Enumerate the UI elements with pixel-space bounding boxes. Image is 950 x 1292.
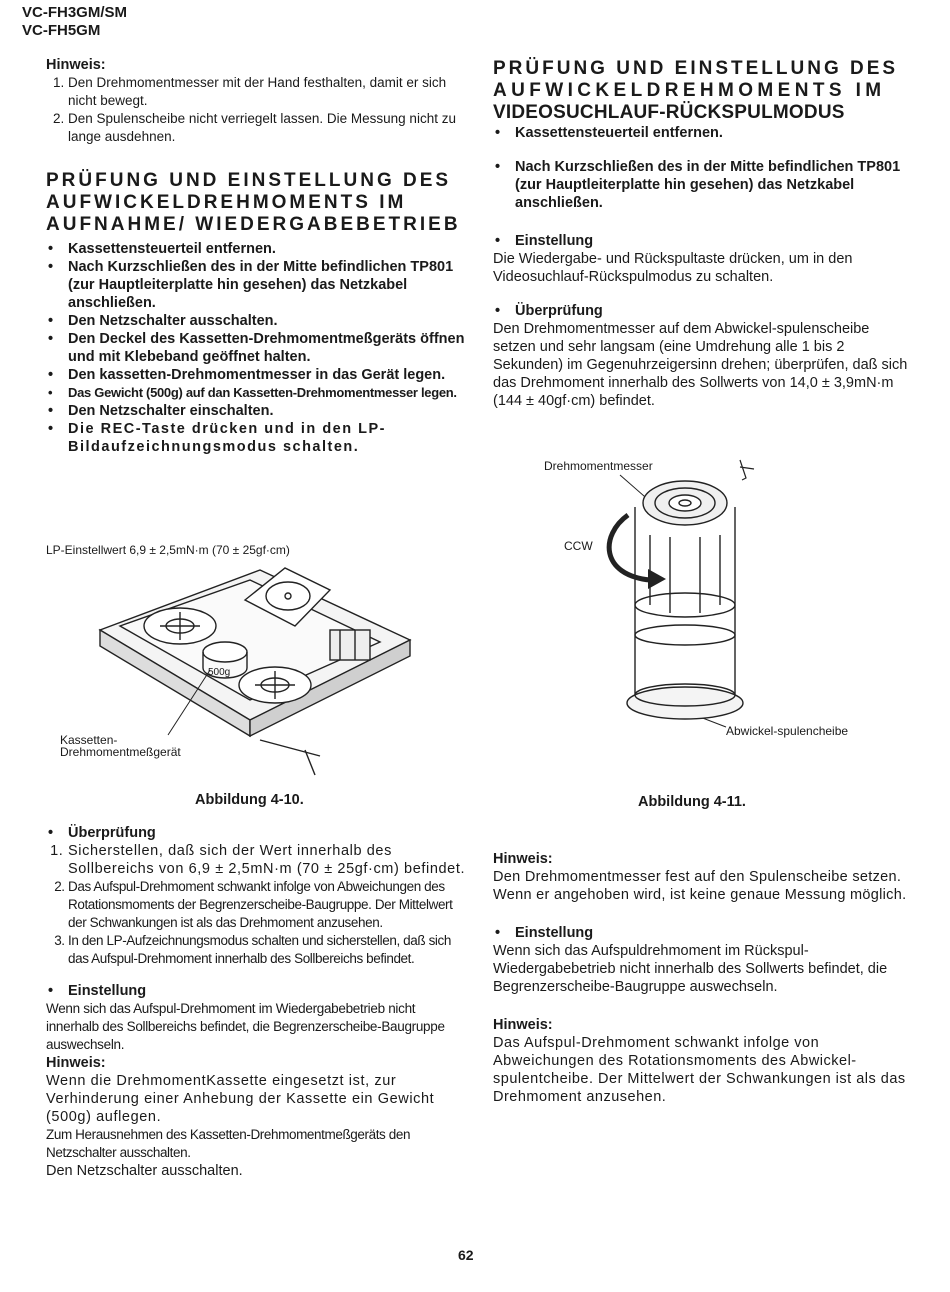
list-item: 1. Den Drehmomentmesser mit der Hand festhalten, damit er sich nicht bewegt. [68,74,470,110]
adjust-text: Wenn sich das Aufspul-Drehmoment im Wiedergabebetrieb nicht innerhalb des Sollbereichs befindet, die Begrenzerscheibe-Baugruppe auswechseln. [46,1001,445,1052]
check-title: • Überprüfung [493,302,909,320]
ccw-label: CCW [564,539,593,553]
figure-caption: Abbildung 4-10. [195,792,304,808]
figure-caption: Abbildung 4-11. [638,794,746,810]
adjust-title: • Einstellung [493,924,909,942]
note-title: Hinweis: [493,851,553,867]
right-column [493,58,909,410]
step-list [46,240,470,456]
note-text: Den Drehmomentmesser fest auf den Spulenscheibe setzen. Wenn er angehoben wird, ist keine genaue Messung möglich. [493,869,907,903]
list-item: • Kassettensteuerteil entfernen. [46,240,470,258]
spec-label: LP-Einstellwert 6,9 ± 2,5mN·m (70 ± 25gf·cm) [46,543,290,557]
section-title: PRÜFUNG UND EINSTELLUNG DES AUFWICKELDREHMOMENTS IM AUFNAHME/ WIEDERGABEBETRIEB [46,170,461,235]
list-item: • Den kassetten-Drehmomentmesser in das Gerät legen. [46,366,470,384]
adjust-title: • Einstellung [493,232,909,250]
note-title: Hinweis: [46,57,106,73]
note-text: Wenn die DrehmomentKassette eingesetzt ist, zur Verhinderung einer Anhebung der Kassette ein Gewicht (500g) auflegen. [46,1073,435,1125]
adjust-text: Wenn sich das Aufspuldrehmoment im Rückspul-Wiedergabebetrieb nicht innerhalb des Sollwerts befindet, die Begrenzerscheibe-Baugruppe auswechseln. [493,943,888,995]
note-title: Hinweis: [46,1055,106,1071]
list-item: • Das Gewicht (500g) auf dan Kassetten-Drehmomentmesser legen. [46,384,470,402]
note-text: Das Aufspul-Drehmoment schwankt infolge von Abweichungen des Rotationsmoments des Abwickel-spulentcheibe. Der Mittelwert der Schwankungen ist als das Drehmoment anzusehen. [493,1035,906,1105]
note-text: Den Netzschalter ausschalten. [46,1163,243,1179]
check-title: • Überprüfung [46,824,470,842]
list-item: • Den Netzschalter einschalten. [46,402,470,420]
weight-label: 500g [208,667,231,678]
left-lower [46,824,470,1180]
list-item: • Den Netzschalter ausschalten. [46,312,470,330]
step: • Kassettensteuerteil entfernen. [493,124,909,142]
page-number: 62 [458,1247,474,1263]
list-item: 1. Sicherstellen, daß sich der Wert innerhalb des Sollbereichs von 6,9 ± 2,5mN·m (70 ± 25gf·cm) befindet. [68,842,470,878]
list-item: 2. Den Spulenscheibe nicht verriegelt lassen. Die Messung nicht zu lange ausdehnen. [68,110,470,146]
disc-label: Abwickel-spulencheibe [726,724,849,738]
model-number: VC-FH5GM [22,22,101,39]
list-item: • Die REC-Taste drücken und in den LP-Bildaufzeichnungsmodus schalten. [46,420,470,456]
section-title: AUFWICKELDREHMOMENTS IM [493,80,886,101]
list-item: 2. Das Aufspul-Drehmoment schwankt infolge von Abweichungen des Rotationsmoments der Begrenzerscheibe-Baugruppe. Der Mittelwert der Schwankungen ist als das Drehmoment anzusehen. [68,878,470,932]
note-list [46,74,470,146]
section-title: PRÜFUNG UND EINSTELLUNG DES [493,58,899,79]
device-label: Drehmomentmeßgerät [60,745,181,759]
adjust-title: • Einstellung [46,982,470,1000]
adjust-text: Die Wiedergabe- und Rückspultaste drücken, um in den Videosuchlauf-Rückspulmodus zu schalten. [493,251,853,285]
meter-label: Drehmomentmesser [544,459,653,473]
torque-meter-illustration [590,455,780,745]
list-item: 3. In den LP-Aufzeichnungsmodus schalten und sicherstellen, daß sich das Aufspul-Drehmoment innerhalb des Sollbereichs befindet. [68,932,470,968]
step: • Nach Kurzschließen des in der Mitte befindlichen TP801 (zur Hauptleiterplatte hin gesehen) das Netzkabel anschließen. [493,158,909,212]
check-list [46,842,470,968]
model-number: VC-FH3GM/SM [22,4,127,21]
section-title: VIDEOSUCHLAUF-RÜCKSPULMODUS [493,102,845,123]
note-text: Zum Herausnehmen des Kassetten-Drehmomentmeßgeräts den Netzschalter ausschalten. [46,1127,411,1160]
right-lower [493,850,909,1106]
device-label: Kassetten- [60,733,118,747]
left-column [46,56,470,456]
note-title: Hinweis: [493,1017,553,1033]
check-text: Den Drehmomentmesser auf dem Abwickel-spulenscheibe setzen und sehr langsam (eine Umdrehung alle 1 bis 2 Sekunden) im Gegenuhrzeigersinn drehen; überprüfen, daß sich das Drehmoment innerhalb des Sollwerts von 14,0 ± 3,9mN·m (144 ± 40gf·cm) befindet. [493,321,908,409]
list-item: • Nach Kurzschließen des in der Mitte befindlichen TP801 (zur Hauptleiterplatte hin gesehen) das Netzkabel anschließen. [46,258,470,312]
list-item: • Den Deckel des Kassetten-Drehmomentmeßgeräts öffnen und mit Klebeband geöffnet halten. [46,330,470,366]
